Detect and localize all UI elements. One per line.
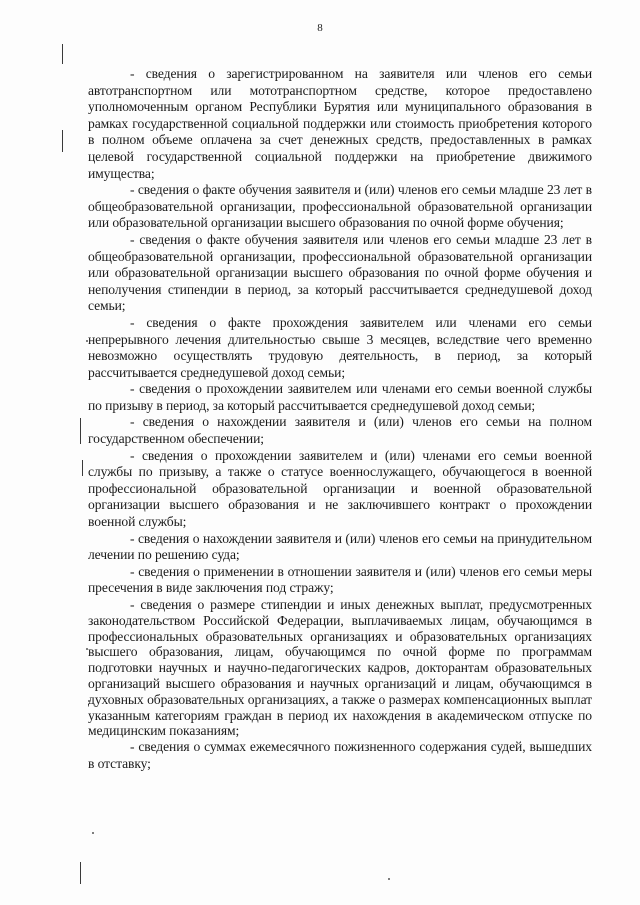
paragraph-education-no-stipend: - сведения о факте обучения заявителя или членов его семьи младше 23 лет в общеобразовательной организации, профессиональной образовательной организации или образовательной организации высшего образования по очной форме обучения и неполучения стипендии в период, за который рассчитывается среднедушевой доход семьи;	[88, 231, 592, 314]
scan-mark	[82, 460, 83, 476]
paragraph-stipend: - сведения о размере стипендии и иных денежных выплат, предусмотренных законодательством Российской Федерации, выплачиваемых лицам, обучающимся в профессиональных образовательных организациях и образовательных организациях высшего образования, лицам, обучающимся по очной форме по программам подготовки научных и научно-педагогических кадров, докторантам образовательных организаций высшего образования и научных организаций и лицам, обучающимся в духовных образовательных организациях, а также о размерах компенсационных выплат указанным категориям граждан в период их нахождения в академическом отпуске по медицинским показаниям;	[88, 597, 592, 739]
paragraph-vehicle: - сведения о зарегистрированном на заявителя или членов его семьи автотранспортном или мототранспортном средстве, которое предоставлено уполномоченным органом Республики Бурятия или муниципального образования в рамках государственной социальной поддержки или стоимость приобретения которого в полном объеме оплачена за счет денежных средств, предоставленных в рамках целевой государственной социальной поддержки на приобретение движимого имущества;	[88, 66, 592, 181]
paragraph-military-service: - сведения о прохождении заявителем или членами его семьи военной службы по призыву в период, за который рассчитывается среднедушевой доход семьи;	[88, 381, 592, 413]
scan-mark	[62, 44, 63, 64]
paragraph-detention: - сведения о применении в отношении заявителя и (или) членов его семьи меры пресечения в виде заключения под стражу;	[88, 563, 592, 596]
scan-mark	[62, 130, 63, 152]
document-body	[88, 66, 592, 772]
paragraph-compulsory-treatment: - сведения о нахождении заявителя и (или) членов его семьи на принудительном лечении по решению суда;	[88, 530, 592, 563]
paragraph-military-status: - сведения о прохождении заявителем и (или) членами его семьи военной службы по призыву, а также о статусе военнослужащего, обучающегося в военной профессиональной образовательной организации и военной образовательной организации высшего образования и не заключившего контракт о прохождении военной службы;	[88, 447, 592, 530]
paragraph-education-under-23: - сведения о факте обучения заявителя и (или) членов его семьи младше 23 лет в общеобразовательной организации, профессиональной образовательной организации или образовательной организации высшего образования по очной форме обучения;	[88, 182, 592, 231]
scan-dot	[92, 832, 94, 834]
scan-dot	[388, 878, 390, 880]
page-number: 8	[317, 22, 323, 34]
paragraph-state-support: - сведения о нахождении заявителя и (или) членов его семьи на полном государственном обеспечении;	[88, 414, 592, 447]
scan-mark	[80, 418, 81, 444]
paragraph-continuous-treatment: - сведения о факте прохождения заявителем или членами его семьи непрерывного лечения длительностью свыше 3 месяцев, вследствие чего временно невозможно осуществлять трудовую деятельность, в период, за который рассчитывается среднедушевой доход семьи;	[88, 314, 592, 380]
scan-mark	[80, 862, 81, 884]
paragraph-retired-judges: - сведения о суммах ежемесячного пожизненного содержания судей, вышедших в отставку;	[88, 739, 592, 771]
